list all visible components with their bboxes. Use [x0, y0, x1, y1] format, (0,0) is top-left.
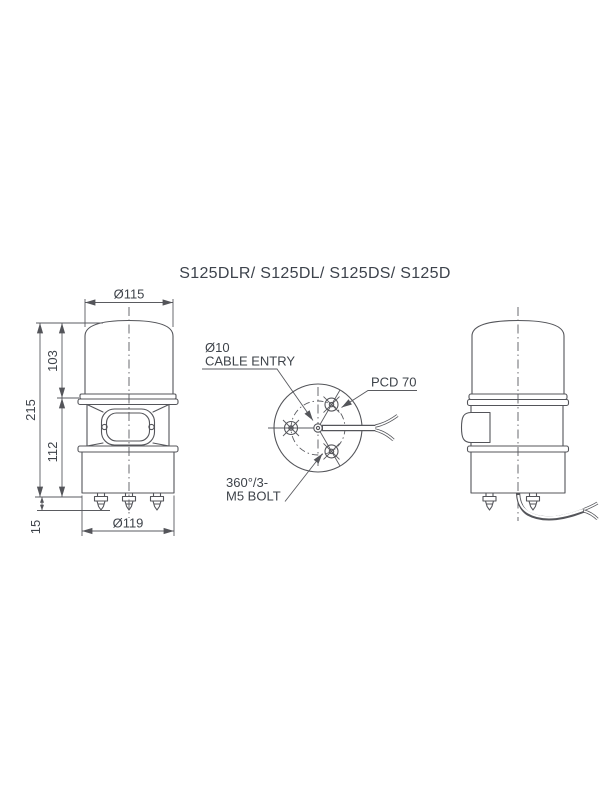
label-pcd-text: PCD 70 [371, 374, 417, 390]
side-view [462, 307, 598, 521]
dim-base-diameter [82, 496, 174, 537]
label-cable-entry [202, 340, 313, 421]
dim-top-diameter-label: Ø115 [113, 286, 145, 302]
front-flange-band-1 [80, 394, 176, 399]
dim-lower-height [35, 398, 82, 497]
side-speaker-section [462, 406, 564, 447]
dim-lower-height-label: 112 [45, 441, 60, 463]
bolt-hole-bottom [324, 443, 340, 459]
top-cable-entry-hole [314, 424, 322, 432]
bolt-hole-top [324, 397, 340, 413]
front-speaker-section [87, 405, 169, 447]
label-cable-entry-line2: CABLE ENTRY [205, 353, 296, 369]
front-speaker-frame-outer [102, 409, 155, 445]
side-horn-bump [462, 413, 491, 443]
front-flange-band-2 [78, 399, 178, 405]
top-cable [322, 416, 398, 441]
side-mount-bolts [483, 493, 540, 510]
dim-base-diameter-label: Ø119 [112, 515, 144, 531]
label-m5-bolt [226, 454, 323, 504]
dim-bolt-length-label: 15 [28, 519, 43, 535]
drawing-title: S125DLR/ S125DL/ S125DS/ S125D [179, 265, 451, 282]
top-view [202, 340, 417, 504]
label-m5-bolt-line2: M5 BOLT [226, 488, 281, 504]
label-cable-entry-line1: Ø10 [205, 340, 230, 355]
dim-upper-height [45, 323, 79, 398]
front-base-body [82, 452, 174, 493]
front-view [23, 287, 178, 537]
dim-total-height-label: 215 [23, 399, 38, 421]
dim-upper-height-label: 103 [45, 350, 60, 372]
label-m5-bolt-line1: 360°/3- [226, 475, 269, 490]
label-pcd [342, 375, 418, 408]
front-base-band [78, 446, 178, 452]
